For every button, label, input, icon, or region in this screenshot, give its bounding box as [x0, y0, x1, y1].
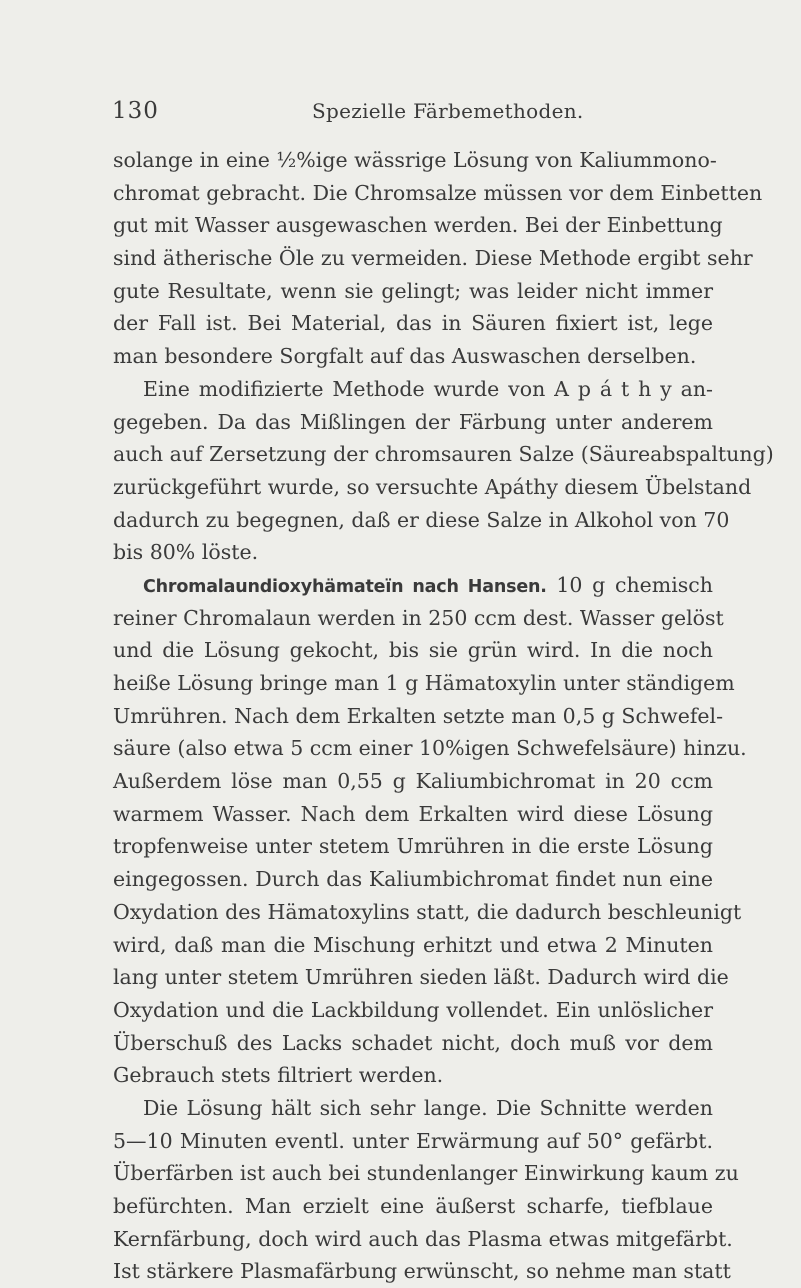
text-line: gute Resultate, wenn sie gelingt; was leider nicht immer [113, 278, 713, 303]
text-line: Überfärben ist auch bei stundenlanger Einwirkung kaum zu [113, 1161, 739, 1186]
text-line: chromat gebracht. Die Chromsalze müssen vor dem Einbetten [113, 180, 763, 205]
text-line: und die Lösung gekocht, bis sie grün wird. In die noch [113, 638, 713, 663]
text-line: solange in eine ½%ige wässrige Lösung von Kaliummono- [113, 148, 717, 172]
text-line: Eine modifizierte Methode wurde von A p á t h y an- [143, 376, 713, 401]
text-line: säure (also etwa 5 ccm einer 10%igen Schwefelsäure) hinzu. [113, 736, 747, 761]
running-head [112, 98, 712, 128]
paragraph [113, 373, 774, 569]
text-line: Umrühren. Nach dem Erkalten setzte man 0,5 g Schwefel- [113, 703, 724, 728]
text-line: wird, daß man die Mischung erhitzt und etwa 2 Minuten [113, 932, 713, 957]
text-line: Ist stärkere Plasmafärbung erwünscht, so nehme man statt [113, 1259, 731, 1284]
text-line: Die Lösung hält sich sehr lange. Die Schnitte werden [143, 1095, 713, 1120]
text-line: auch auf Zersetzung der chromsauren Salze (Säureabspaltung) [113, 442, 774, 467]
text-line: Überschuß des Lacks schadet nicht, doch muß vor dem [113, 1030, 713, 1055]
text-line: sind ätherische Öle zu vermeiden. Diese Methode ergibt sehr [113, 246, 753, 271]
text-line: tropfenweise unter stetem Umrühren in die erste Lösung [113, 834, 713, 859]
running-title: Spezielle Färbemethoden. [312, 99, 584, 123]
text-line: Außerdem löse man 0,55 g Kaliumbichromat in 20 ccm [113, 769, 713, 794]
text-line: Oxydation und die Lackbildung vollendet. Ein unlöslicher [113, 997, 713, 1022]
text-line: befürchten. Man erzielt eine äußerst scharfe, tiefblaue [113, 1194, 713, 1218]
text-line: der Fall ist. Bei Material, das in Säuren fixiert ist, lege [113, 311, 713, 336]
text-line: eingegossen. Durch das Kaliumbichromat findet nun eine [113, 867, 713, 892]
paragraph [113, 569, 747, 1092]
text-line: Gebrauch stets filtriert werden. [113, 1063, 444, 1088]
text-line: reiner Chromalaun werden in 250 ccm dest. Wasser gelöst [113, 605, 724, 630]
text-line: gut mit Wasser ausgewaschen werden. Bei der Einbettung [113, 213, 723, 238]
text-line: man besondere Sorgfalt auf das Auswaschen derselben. [113, 344, 697, 369]
text-line: dadurch zu begegnen, daß er diese Salze in Alkohol von 70 [113, 507, 730, 532]
paragraph [113, 144, 763, 373]
text-line: warmem Wasser. Nach dem Erkalten wird diese Lösung [113, 801, 713, 826]
text-line: heiße Lösung bringe man 1 g Hämatoxylin unter ständigem [113, 671, 735, 695]
page-number: 130 [112, 98, 159, 124]
heading-line-rest: 10 g chemisch [556, 572, 713, 597]
text-line: lang unter stetem Umrühren sieden läßt. Dadurch wird die [113, 965, 729, 990]
text-line: Oxydation des Hämatoxylins statt, die dadurch beschleunigt [113, 899, 742, 924]
body-text [113, 144, 774, 1288]
paragraph [113, 1092, 739, 1288]
text-line: Kernfärbung, doch wird auch das Plasma etwas mitgefärbt. [113, 1226, 733, 1251]
text-line: bis 80% löste. [113, 540, 259, 565]
section-heading: Chromalaundioxyhämateïn nach Hansen. [143, 576, 547, 597]
text-line [113, 569, 713, 602]
text-line: zurückgeführt wurde, so versuchte Apáthy diesem Übelstand [113, 474, 752, 499]
text-line: gegeben. Da das Mißlingen der Färbung unter anderem [113, 409, 713, 434]
text-line: 5—10 Minuten eventl. unter Erwärmung auf 50° gefärbt. [113, 1128, 713, 1153]
